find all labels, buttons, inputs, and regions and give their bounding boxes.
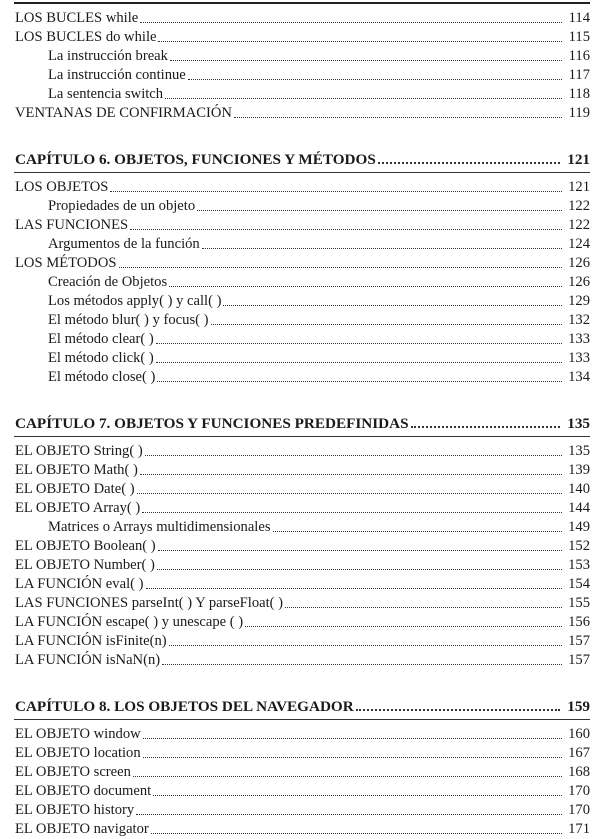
dot-leader bbox=[140, 22, 562, 23]
chapter-entry bbox=[15, 695, 590, 714]
entry-label: VENTANAS DE CONFIRMACIÓN bbox=[15, 105, 232, 122]
toc-entry bbox=[15, 761, 590, 780]
entry-label: La instrucción continue bbox=[48, 67, 186, 84]
dot-leader bbox=[133, 776, 562, 777]
entry-page-number: 167 bbox=[568, 745, 590, 762]
entry-page-number: 116 bbox=[568, 48, 590, 65]
entry-label: LOS BUCLES while bbox=[15, 10, 139, 27]
dot-leader bbox=[285, 607, 562, 608]
entry-page-number: 153 bbox=[568, 557, 590, 574]
dot-leader bbox=[356, 709, 560, 711]
entry-page-number: 124 bbox=[568, 236, 590, 253]
entry-label: La sentencia switch bbox=[48, 86, 164, 103]
entry-page-number: 135 bbox=[568, 443, 590, 460]
entry-label: EL OBJETO navigator bbox=[15, 821, 149, 838]
toc-entry bbox=[15, 649, 590, 668]
entry-label: Propiedades de un objeto bbox=[48, 198, 196, 215]
chapter-rule bbox=[14, 436, 590, 437]
toc-entry bbox=[48, 45, 590, 64]
toc-entry bbox=[48, 83, 590, 102]
entry-label: LOS OBJETOS bbox=[15, 179, 109, 196]
entry-page-number: 140 bbox=[568, 481, 590, 498]
entry-page-number: 157 bbox=[568, 652, 590, 669]
entry-label: EL OBJETO document bbox=[15, 783, 152, 800]
entry-label: LAS FUNCIONES parseInt( ) Y parseFloat( ) bbox=[15, 595, 284, 612]
dot-leader bbox=[130, 229, 562, 230]
top-rule bbox=[14, 2, 590, 4]
entry-page-number: 133 bbox=[568, 331, 590, 348]
toc-entry bbox=[15, 799, 590, 818]
entry-label: Los métodos apply( ) y call( ) bbox=[48, 293, 222, 310]
entry-page-number: 126 bbox=[568, 274, 590, 291]
entry-label: El método clear( ) bbox=[48, 331, 154, 348]
toc-entry bbox=[48, 366, 590, 385]
entry-page-number: 126 bbox=[568, 255, 590, 272]
toc-entry bbox=[48, 64, 590, 83]
entry-label: LAS FUNCIONES bbox=[15, 217, 129, 234]
dot-leader bbox=[156, 343, 562, 344]
dot-leader bbox=[146, 588, 563, 589]
dot-leader bbox=[158, 41, 562, 42]
entry-label: Creación de Objetos bbox=[48, 274, 168, 291]
toc-entry bbox=[15, 723, 590, 742]
toc-entry bbox=[15, 630, 590, 649]
entry-label: EL OBJETO Date( ) bbox=[15, 481, 135, 498]
entry-page-number: 121 bbox=[568, 179, 590, 196]
entry-label: EL OBJETO Number( ) bbox=[15, 557, 155, 574]
toc-entry bbox=[48, 516, 590, 535]
entry-label: Matrices o Arrays multidimensionales bbox=[48, 519, 271, 536]
toc-entry bbox=[15, 742, 590, 761]
entry-label: LOS MÉTODOS bbox=[15, 255, 117, 272]
entry-label: CAPÍTULO 6. OBJETOS, FUNCIONES Y MÉTODOS bbox=[15, 150, 376, 168]
entry-label: EL OBJETO history bbox=[15, 802, 135, 819]
toc-entry bbox=[15, 26, 590, 45]
dot-leader bbox=[151, 833, 562, 834]
entry-page-number: 171 bbox=[568, 821, 590, 838]
toc-entry bbox=[15, 592, 590, 611]
toc-entry bbox=[48, 309, 590, 328]
dot-leader bbox=[110, 191, 562, 192]
dot-leader bbox=[378, 162, 560, 164]
entry-page-number: 134 bbox=[568, 369, 590, 386]
dot-leader bbox=[158, 550, 562, 551]
toc-entry bbox=[15, 102, 590, 121]
dot-leader bbox=[411, 426, 560, 428]
dot-leader bbox=[140, 474, 562, 475]
dot-leader bbox=[202, 248, 562, 249]
entry-page-number: 135 bbox=[567, 414, 590, 432]
entry-page-number: 152 bbox=[568, 538, 590, 555]
entry-page-number: 139 bbox=[568, 462, 590, 479]
entry-label: LA FUNCIÓN eval( ) bbox=[15, 576, 144, 593]
dot-leader bbox=[234, 117, 562, 118]
toc-entry bbox=[15, 554, 590, 573]
entry-label: El método close( ) bbox=[48, 369, 156, 386]
entry-label: EL OBJETO Array( ) bbox=[15, 500, 141, 517]
entry-page-number: 121 bbox=[567, 150, 590, 168]
entry-label: El método blur( ) y focus( ) bbox=[48, 312, 209, 329]
dot-leader bbox=[142, 512, 562, 513]
dot-leader bbox=[165, 98, 562, 99]
entry-page-number: 122 bbox=[568, 198, 590, 215]
entry-label: EL OBJETO Boolean( ) bbox=[15, 538, 156, 555]
dot-leader bbox=[188, 79, 562, 80]
entry-label: Argumentos de la función bbox=[48, 236, 200, 253]
toc-entry bbox=[15, 611, 590, 630]
dot-leader bbox=[197, 210, 562, 211]
entry-page-number: 156 bbox=[568, 614, 590, 631]
dot-leader bbox=[223, 305, 562, 306]
toc-entry bbox=[15, 818, 590, 837]
entry-label: LA FUNCIÓN isFinite(n) bbox=[15, 633, 167, 650]
entry-page-number: 149 bbox=[568, 519, 590, 536]
toc-entry bbox=[15, 7, 590, 26]
entry-page-number: 155 bbox=[568, 595, 590, 612]
dot-leader bbox=[170, 60, 562, 61]
toc-entry bbox=[48, 195, 590, 214]
entry-page-number: 122 bbox=[568, 217, 590, 234]
toc-entry bbox=[15, 780, 590, 799]
toc-entry bbox=[15, 176, 590, 195]
entry-label: CAPÍTULO 7. OBJETOS Y FUNCIONES PREDEFINIDAS bbox=[15, 414, 409, 432]
entry-page-number: 132 bbox=[568, 312, 590, 329]
toc-entry bbox=[48, 328, 590, 347]
entry-label: EL OBJETO String( ) bbox=[15, 443, 143, 460]
dot-leader bbox=[169, 645, 562, 646]
dot-leader bbox=[273, 531, 562, 532]
dot-leader bbox=[157, 381, 562, 382]
dot-leader bbox=[143, 757, 562, 758]
dot-leader bbox=[137, 493, 562, 494]
entry-label: La instrucción break bbox=[48, 48, 168, 65]
entry-label: LOS BUCLES do while bbox=[15, 29, 157, 46]
toc-entry bbox=[15, 440, 590, 459]
entry-page-number: 157 bbox=[568, 633, 590, 650]
dot-leader bbox=[157, 569, 562, 570]
toc-entry bbox=[15, 535, 590, 554]
toc-entry bbox=[48, 290, 590, 309]
chapter-entry bbox=[15, 412, 590, 431]
entry-page-number: 117 bbox=[568, 67, 590, 84]
entry-label: LA FUNCIÓN escape( ) y unescape ( ) bbox=[15, 614, 244, 631]
chapter-entry bbox=[15, 148, 590, 167]
entry-page-number: 144 bbox=[568, 500, 590, 517]
entry-page-number: 129 bbox=[568, 293, 590, 310]
toc-entry bbox=[15, 478, 590, 497]
toc-entry bbox=[48, 233, 590, 252]
toc-entry bbox=[15, 459, 590, 478]
entry-page-number: 114 bbox=[568, 10, 590, 27]
toc-entry bbox=[15, 497, 590, 516]
entry-page-number: 118 bbox=[568, 86, 590, 103]
entry-page-number: 170 bbox=[568, 783, 590, 800]
entry-label: El método click( ) bbox=[48, 350, 154, 367]
entry-label: EL OBJETO Math( ) bbox=[15, 462, 138, 479]
entry-page-number: 133 bbox=[568, 350, 590, 367]
chapter-rule bbox=[14, 719, 590, 720]
entry-label: EL OBJETO window bbox=[15, 726, 141, 743]
dot-leader bbox=[156, 362, 562, 363]
toc-entry bbox=[15, 214, 590, 233]
dot-leader bbox=[169, 286, 562, 287]
entry-page-number: 119 bbox=[568, 105, 590, 122]
dot-leader bbox=[153, 795, 562, 796]
entry-page-number: 170 bbox=[568, 802, 590, 819]
dot-leader bbox=[143, 738, 562, 739]
toc-entry bbox=[48, 347, 590, 366]
entry-label: LA FUNCIÓN isNaN(n) bbox=[15, 652, 161, 669]
toc-entry bbox=[15, 573, 590, 592]
dot-leader bbox=[119, 267, 563, 268]
dot-leader bbox=[162, 664, 562, 665]
chapter-rule bbox=[14, 172, 590, 173]
dot-leader bbox=[245, 626, 562, 627]
dot-leader bbox=[211, 324, 563, 325]
entry-page-number: 168 bbox=[568, 764, 590, 781]
entry-label: EL OBJETO location bbox=[15, 745, 141, 762]
entry-page-number: 159 bbox=[567, 697, 590, 715]
entry-page-number: 115 bbox=[568, 29, 590, 46]
toc-entry bbox=[15, 252, 590, 271]
entry-page-number: 154 bbox=[568, 576, 590, 593]
entry-label: EL OBJETO screen bbox=[15, 764, 131, 781]
toc-entry bbox=[48, 271, 590, 290]
entry-page-number: 160 bbox=[568, 726, 590, 743]
dot-leader bbox=[145, 455, 562, 456]
entry-label: CAPÍTULO 8. LOS OBJETOS DEL NAVEGADOR bbox=[15, 697, 354, 715]
dot-leader bbox=[136, 814, 562, 815]
